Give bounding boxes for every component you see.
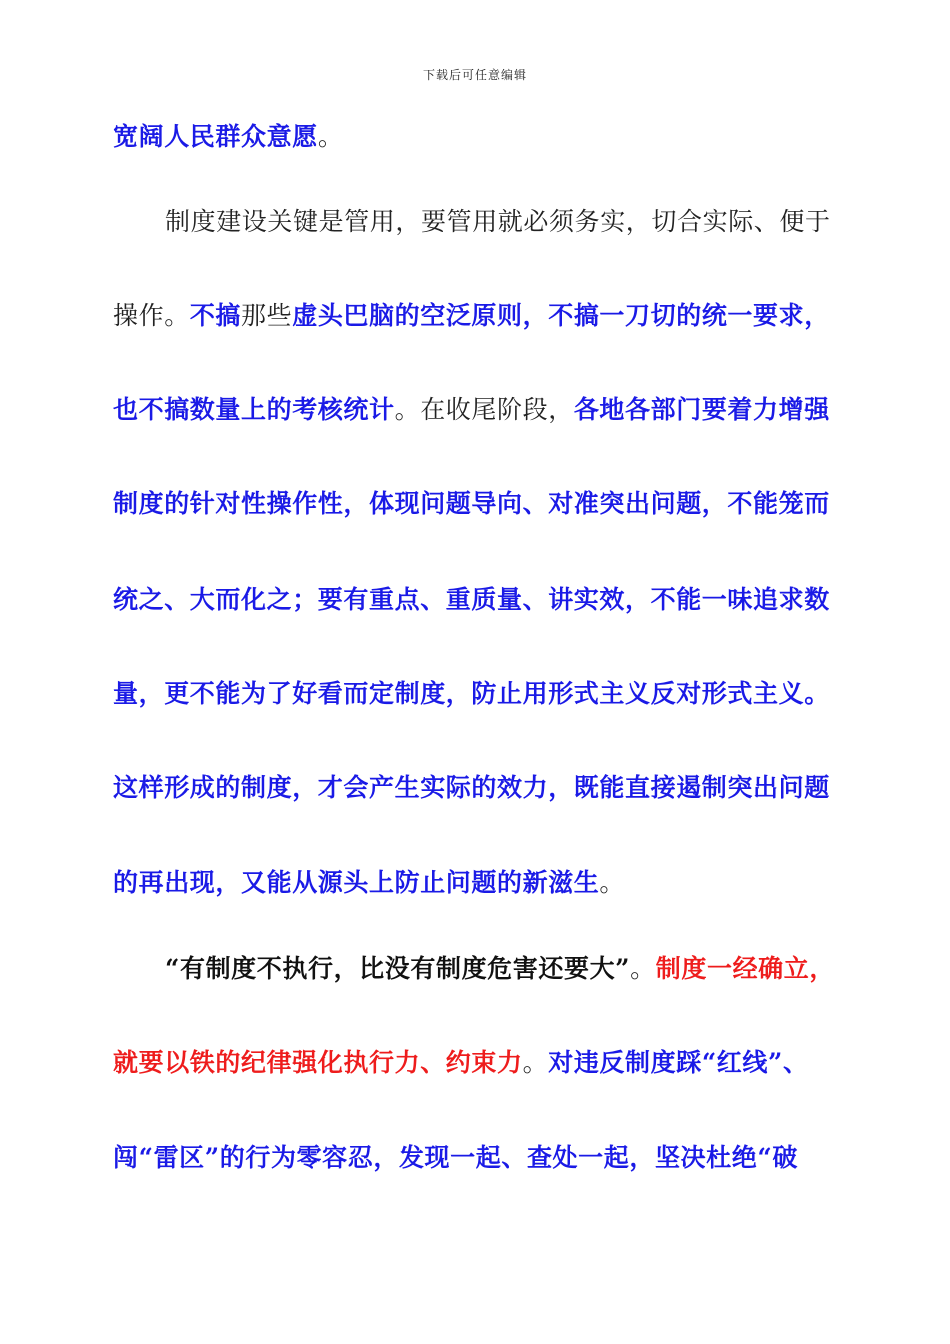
text-segment: 。 xyxy=(599,868,626,897)
text-segment: 也不搞数量上的考核统计 xyxy=(113,395,395,424)
text-segment: 。 xyxy=(630,954,656,983)
text-segment: 的再出现，又能从源头上防止问题的新滋生 xyxy=(113,868,600,897)
text-segment: 操作。 xyxy=(113,301,190,330)
text-segment: 各地各部门要着力增强 xyxy=(573,395,830,424)
text-line-5 xyxy=(113,484,843,524)
page-header: 下载后可任意编辑 xyxy=(422,68,527,82)
text-line-12 xyxy=(113,1138,843,1178)
text-line-11 xyxy=(113,1043,843,1083)
text-segment: 对违反制度踩“红线”、 xyxy=(548,1048,809,1077)
text-segment: 闯“雷区”的行为零容忍，发现一起、查处一起，坚决杜绝“破 xyxy=(113,1143,798,1172)
text-segment: 制度一经确立， xyxy=(655,954,835,983)
text-line-10 xyxy=(165,949,895,989)
text-segment: 统之、大而化之；要有重点、重质量、讲实效，不能一味追求数 xyxy=(113,585,830,614)
text-segment: 。 xyxy=(317,122,344,151)
text-segment: 不搞 xyxy=(189,301,242,330)
text-segment: “有制度不执行，比没有制度危害还要大” xyxy=(165,954,631,983)
text-line-9 xyxy=(113,863,843,903)
text-segment: 制度建设关键是管用，要管用就必须务实，切合实际、便于 xyxy=(165,207,831,236)
text-line-7 xyxy=(113,674,843,714)
text-line-1 xyxy=(113,117,843,157)
text-segment: 宽阔人民群众意愿 xyxy=(113,122,318,151)
text-line-8 xyxy=(113,768,843,808)
text-segment: 虚头巴脑的空泛原则，不搞一刀切的统一要求， xyxy=(292,301,830,330)
text-segment: 这样形成的制度，才会产生实际的效力，既能直接遏制突出问题 xyxy=(113,773,830,802)
text-segment: 。 xyxy=(522,1048,549,1077)
text-segment: 量，更不能为了好看而定制度，防止用形式主义反对形式主义。 xyxy=(113,679,830,708)
text-segment: 就要以铁的纪律强化执行力、约束力 xyxy=(113,1048,523,1077)
text-line-2 xyxy=(165,202,895,242)
text-line-3 xyxy=(113,296,843,336)
text-line-4 xyxy=(113,390,843,430)
text-segment: 那些 xyxy=(241,301,293,330)
text-segment: 。在收尾阶段， xyxy=(394,395,574,424)
text-segment: 制度的针对性操作性，体现问题导向、对准突出问题，不能笼而 xyxy=(113,489,830,518)
text-line-6 xyxy=(113,580,843,620)
